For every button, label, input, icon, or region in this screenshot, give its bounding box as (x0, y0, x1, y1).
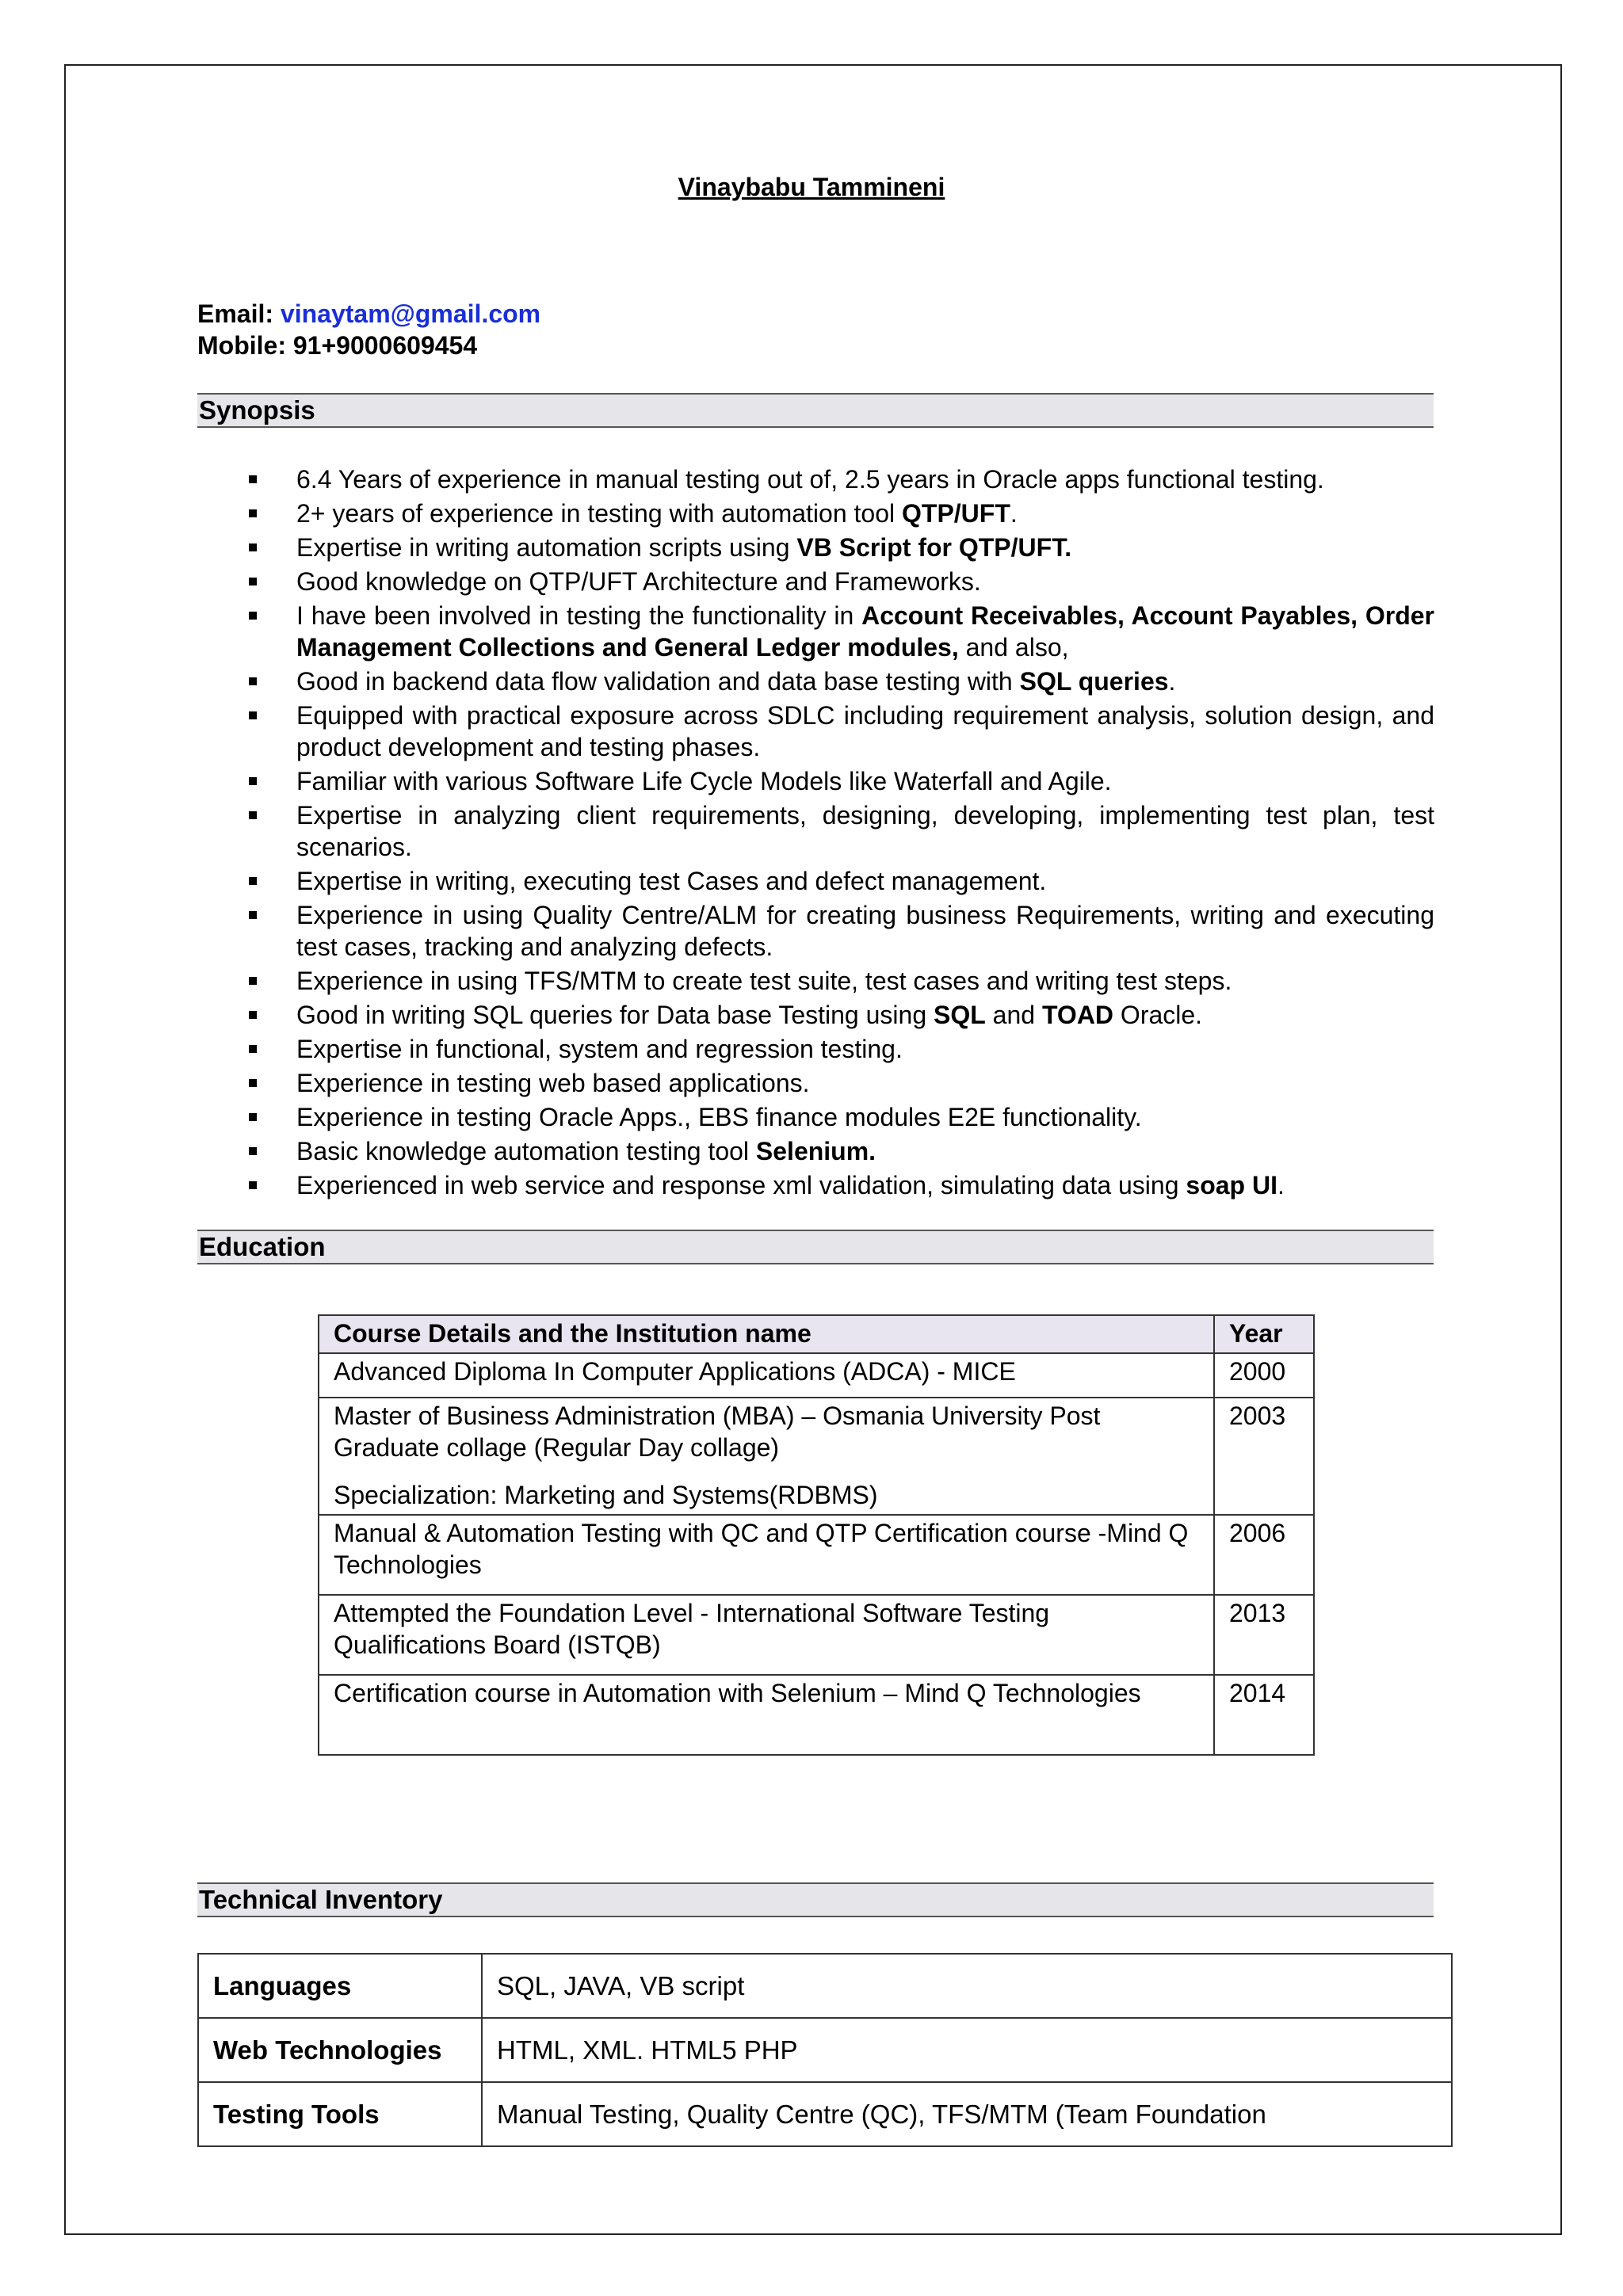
technical-row (198, 2082, 1452, 2146)
email-link[interactable]: vinaytam@gmail.com (280, 299, 541, 328)
synopsis-text: SQL (934, 1001, 986, 1029)
synopsis-item (246, 1033, 1434, 1065)
synopsis-text: Selenium. (755, 1137, 876, 1165)
section-heading-technical-inventory: Technical Inventory (197, 1882, 1434, 1917)
education-course: Attempted the Foundation Level - International Software Testing Qualifications Board (ISTQB) (334, 1599, 1050, 1659)
synopsis-item (246, 1135, 1434, 1167)
technical-label: Languages (198, 1954, 482, 2018)
synopsis-text: . (1010, 499, 1018, 528)
synopsis-text: Experience in testing Oracle Apps., EBS finance modules E2E functionality. (296, 1103, 1142, 1131)
education-header-row (319, 1315, 1314, 1353)
synopsis-text: and (985, 1001, 1042, 1029)
education-course-cell (319, 1675, 1214, 1755)
synopsis-text: Good in writing SQL queries for Data base Testing using (296, 1001, 934, 1029)
education-year: 2003 (1214, 1398, 1314, 1515)
synopsis-text: Experience in testing web based applications. (296, 1069, 810, 1097)
section-heading-synopsis: Synopsis (197, 393, 1434, 428)
synopsis-text: Familiar with various Software Life Cycle Models like Waterfall and Agile. (296, 767, 1112, 795)
synopsis-text: Basic knowledge automation testing tool (296, 1137, 756, 1165)
mobile-line (197, 330, 540, 361)
synopsis-text: Expertise in analyzing client requirements, designing, developing, implementing test plan, test scenarios. (296, 801, 1434, 861)
synopsis-text: Experience in using TFS/MTM to create test suite, test cases and writing test steps. (296, 967, 1232, 995)
education-course: Advanced Diploma In Computer Applications (ADCA) - MICE (334, 1357, 1016, 1386)
synopsis-item (246, 498, 1434, 529)
synopsis-text: Good in backend data flow validation and data base testing with (296, 667, 1020, 696)
synopsis-text: VB Script for QTP/UFT. (796, 533, 1072, 562)
synopsis-text: . (1168, 667, 1176, 696)
education-course: Certification course in Automation with Selenium – Mind Q Technologies (334, 1679, 1141, 1707)
synopsis-text: Expertise in writing, executing test Cases and defect management. (296, 867, 1047, 895)
education-course-cell (319, 1595, 1214, 1675)
synopsis-item (246, 999, 1434, 1031)
section-heading-education: Education (197, 1230, 1434, 1264)
synopsis-text: Experienced in web service and response xml validation, simulating data using (296, 1171, 1186, 1199)
education-course: Master of Business Administration (MBA) – Osmania University Post Graduate collage (Regular Day collage) (334, 1402, 1101, 1462)
contact-block (197, 298, 540, 361)
education-year: 2000 (1214, 1353, 1314, 1398)
email-line (197, 298, 540, 330)
synopsis-text: . (1277, 1171, 1285, 1199)
synopsis-list (246, 463, 1434, 1203)
synopsis-item (246, 799, 1434, 863)
synopsis-item (246, 1067, 1434, 1099)
technical-inventory-body (198, 1954, 1452, 2146)
education-row (319, 1398, 1314, 1515)
synopsis-text: 2+ years of experience in testing with automation tool (296, 499, 902, 528)
synopsis-item (246, 865, 1434, 897)
synopsis-item (246, 700, 1434, 763)
synopsis-item (246, 463, 1434, 495)
education-table-body (319, 1353, 1314, 1755)
synopsis-text: Expertise in writing automation scripts using (296, 533, 797, 562)
synopsis-item (246, 1101, 1434, 1133)
mobile-value: 91+9000609454 (292, 331, 478, 360)
synopsis-item (246, 765, 1434, 797)
education-col-year: Year (1214, 1315, 1314, 1353)
synopsis-item (246, 1169, 1434, 1201)
synopsis-text: Expertise in functional, system and regression testing. (296, 1035, 903, 1063)
technical-label: Testing Tools (198, 2082, 482, 2146)
synopsis-text: SQL queries (1019, 667, 1169, 696)
synopsis-text: Account Receivables, Account Payables, Order Management Collections and General Ledger modules, (296, 601, 1435, 662)
technical-value: HTML, XML. HTML5 PHP (482, 2018, 1452, 2082)
education-col-course: Course Details and the Institution name (319, 1315, 1214, 1353)
synopsis-item (246, 566, 1434, 597)
synopsis-item (246, 899, 1434, 963)
education-row (319, 1353, 1314, 1398)
synopsis-text: Equipped with practical exposure across SDLC including requirement analysis, solution design, and product development and testing phases. (296, 701, 1434, 761)
synopsis-item (246, 965, 1434, 997)
education-year: 2014 (1214, 1675, 1314, 1755)
education-row (319, 1595, 1314, 1675)
education-course-cell (319, 1398, 1214, 1515)
technical-inventory-table (197, 1953, 1453, 2147)
technical-row (198, 1954, 1452, 2018)
education-year: 2013 (1214, 1595, 1314, 1675)
technical-value: SQL, JAVA, VB script (482, 1954, 1452, 2018)
email-label: Email: (197, 299, 274, 328)
technical-value: Manual Testing, Quality Centre (QC), TFS/MTM (Team Foundation (482, 2082, 1452, 2146)
education-course-cell (319, 1353, 1214, 1398)
synopsis-text: and also, (958, 633, 1069, 662)
education-specialization: Specialization: Marketing and Systems(RDBMS) (334, 1481, 878, 1509)
candidate-name: Vinaybabu Tammineni (678, 173, 945, 201)
synopsis-item (246, 666, 1434, 697)
education-year: 2006 (1214, 1515, 1314, 1595)
synopsis-text: TOAD (1041, 1001, 1114, 1029)
education-course-cell (319, 1515, 1214, 1595)
synopsis-text: I have been involved in testing the functionality in (296, 601, 862, 630)
education-row (319, 1515, 1314, 1595)
mobile-label: Mobile: (197, 331, 286, 360)
synopsis-text: 6.4 Years of experience in manual testing out of, 2.5 years in Oracle apps functional testing. (296, 465, 1324, 494)
synopsis-item (246, 532, 1434, 563)
synopsis-text: Good knowledge on QTP/UFT Architecture and Frameworks. (296, 567, 981, 596)
synopsis-text: Experience in using Quality Centre/ALM for creating business Requirements, writing and executing test cases, tracking and analyzing defects. (296, 901, 1434, 961)
education-table (318, 1314, 1315, 1756)
education-course: Manual & Automation Testing with QC and QTP Certification course -Mind Q Technologies (334, 1519, 1189, 1579)
technical-label: Web Technologies (198, 2018, 482, 2082)
synopsis-text: Oracle. (1113, 1001, 1203, 1029)
synopsis-text: QTP/UFT (902, 499, 1010, 528)
synopsis-item (246, 600, 1434, 663)
synopsis-text: soap UI (1186, 1171, 1277, 1199)
education-row (319, 1675, 1314, 1755)
technical-row (198, 2018, 1452, 2082)
